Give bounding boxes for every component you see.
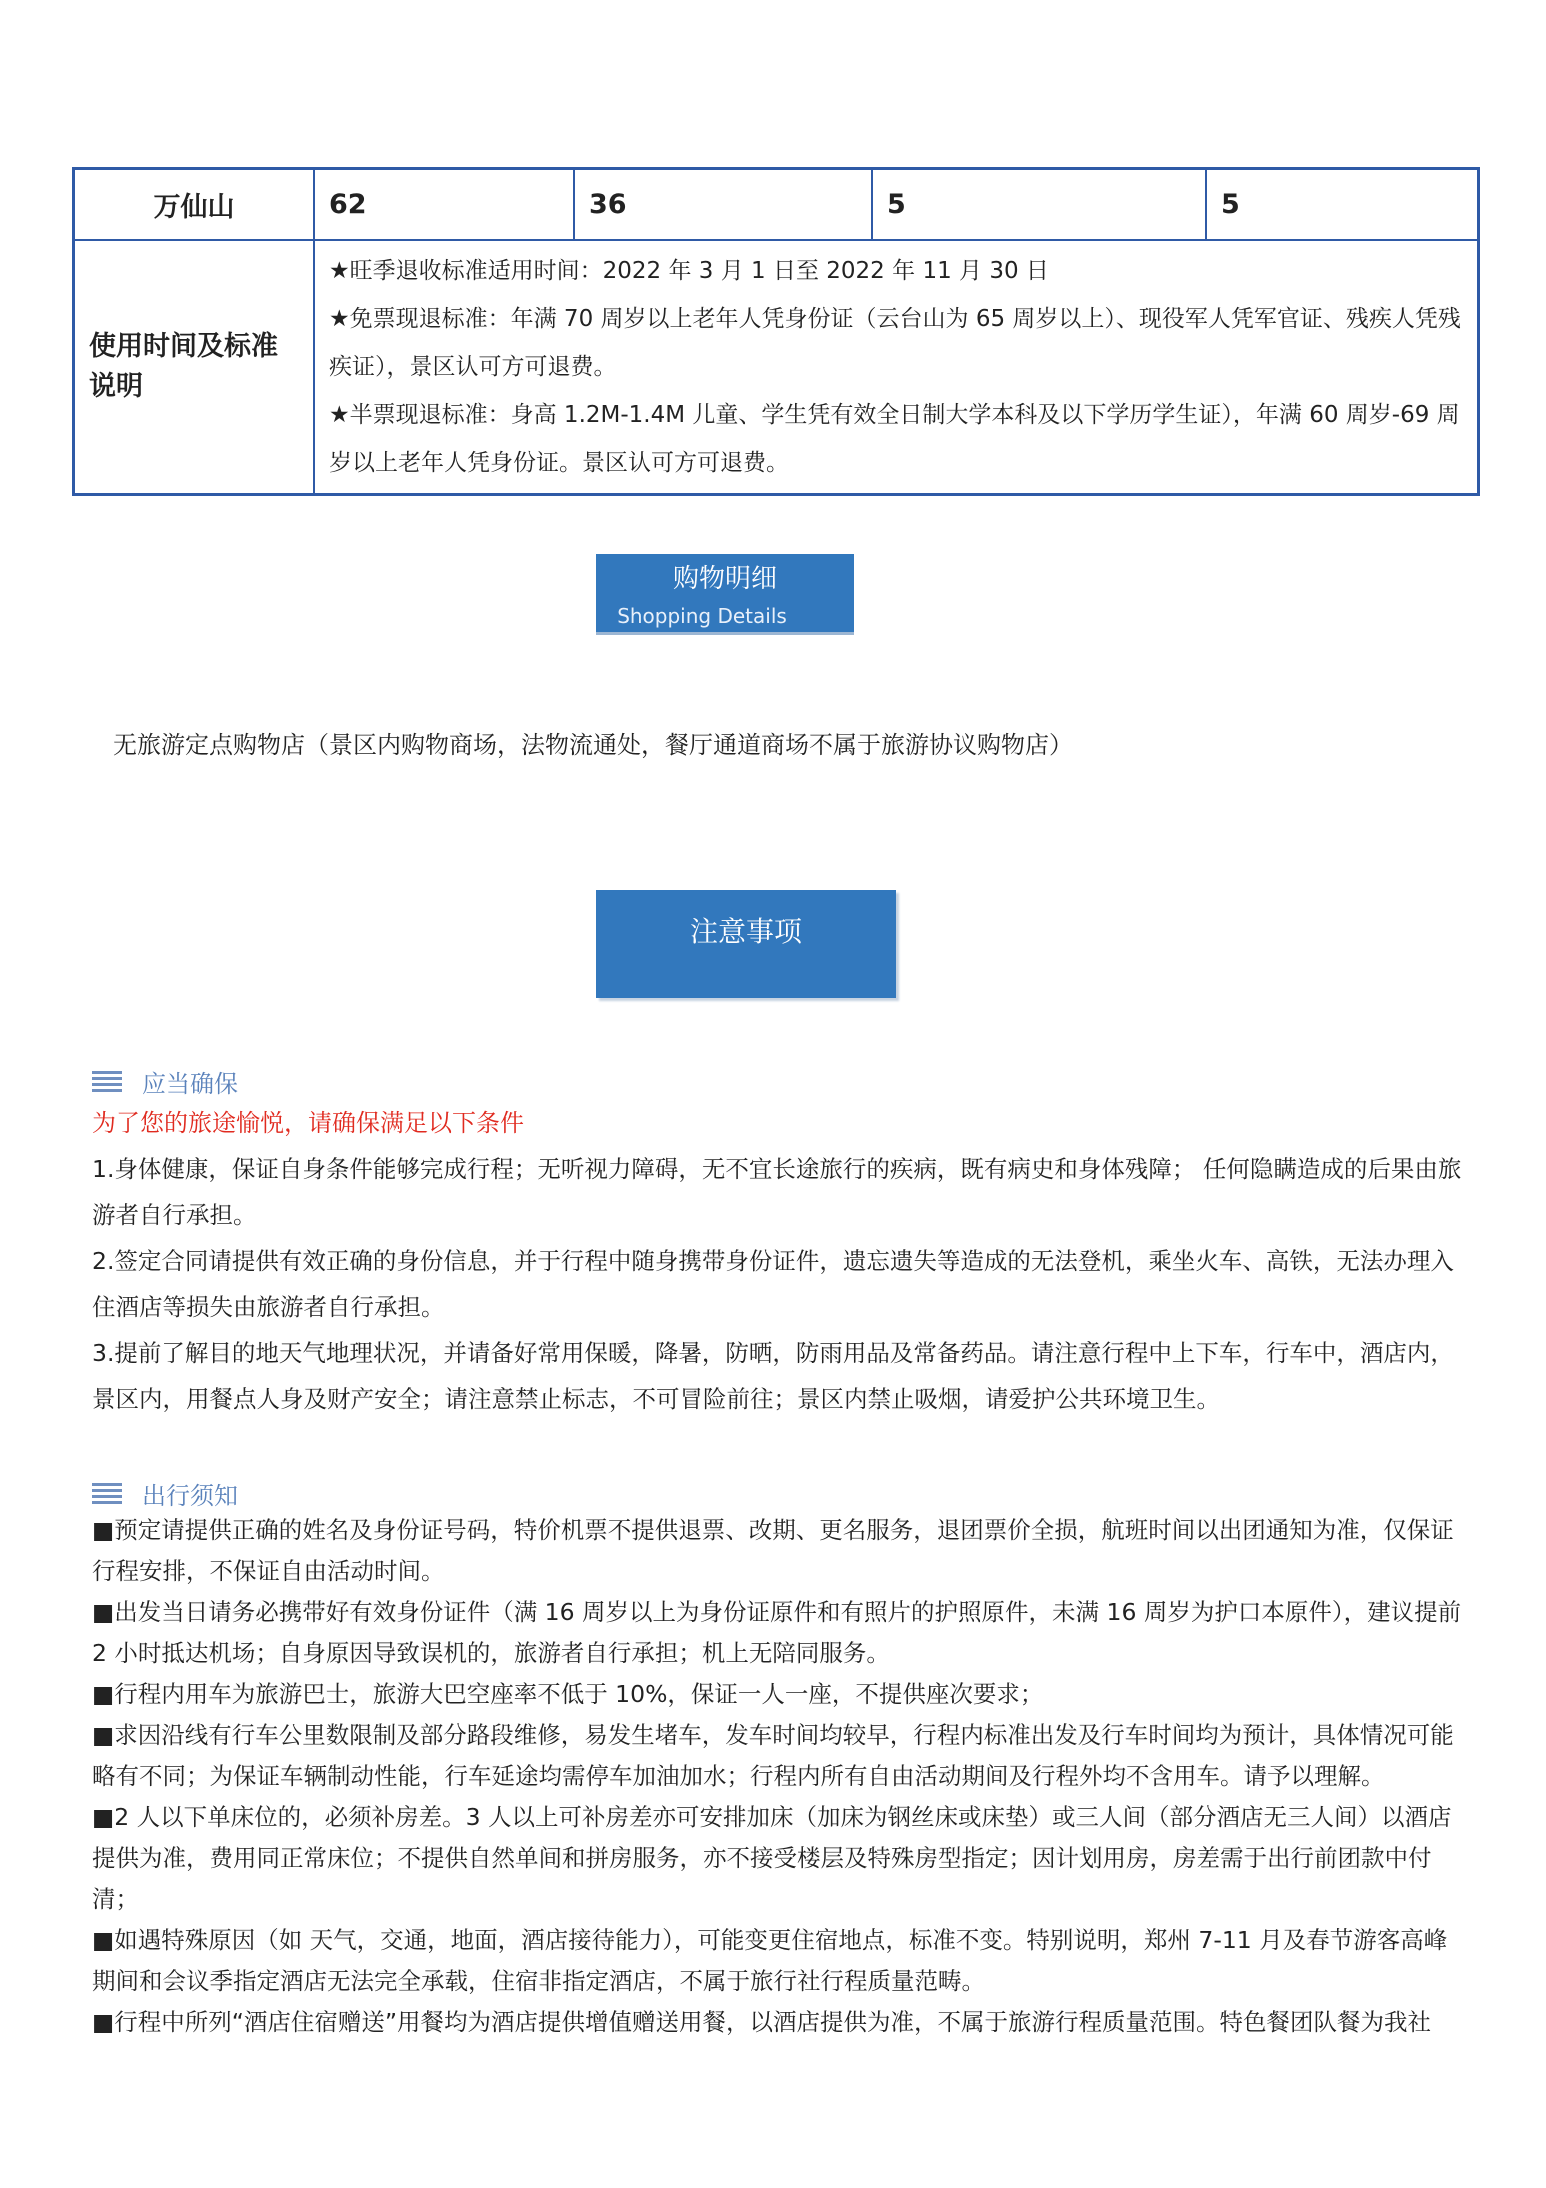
travel-item: ■2 人以下单床位的，必须补房差。3 人以上可补房差亦可安排加床（加床为钢丝床或床垫）或三人间（部分酒店无三人间）以酒店提供为准，费用同正常床位；不提供自然单间和拼房服务，亦不接受楼层及特殊房型指定；因计划用房，房差需于出行前团款中付清；	[92, 1803, 1452, 1913]
ensure-item: 3.提前了解目的地天气地理状况，并请备好常用保暖，降暑，防晒，防雨用品及常备药品。请注意行程中上下车，行车中，酒店内，景区内，用餐点人身及财产安全；请注意禁止标志，不可冒险前往；景区内禁止吸烟，请爱护公共环境卫生。	[92, 1339, 1454, 1413]
price-row	[74, 169, 1479, 241]
shopping-title-cn: 购物明细	[672, 564, 777, 594]
price-cell-2: 36	[574, 169, 872, 241]
travel-item: ■求因沿线有行车公里数限制及部分路段维修，易发生堵车，发车时间均较早，行程内标准出发及行车时间均为预计，具体情况可能略有不同；为保证车辆制动性能，行车延途均需停车加油加水；行程内所有自由活动期间及行程外均不含用车。请予以理解。	[92, 1721, 1454, 1790]
travel-item: ■行程内用车为旅游巴士，旅游大巴空座率不低于 10%，保证一人一座，不提供座次要求；	[92, 1680, 1044, 1708]
shopping-details-banner	[596, 554, 854, 632]
list-icon	[92, 1071, 122, 1093]
usage-description	[314, 240, 1479, 495]
ensure-title: 应当确保	[142, 1070, 238, 1098]
price-cell-4: 5	[1206, 169, 1479, 241]
ensure-item: 2.签定合同请提供有效正确的身份信息，并于行程中随身携带身份证件，遗忘遗失等造成的无法登机，乘坐火车、高铁，无法办理入住酒店等损失由旅游者自行承担。	[92, 1247, 1454, 1321]
usage-line: ★免票现退标准：年满 70 周岁以上老年人凭身份证（云台山为 65 周岁以上）、现役军人凭军官证、残疾人凭残疾证），景区认可方可退费。	[329, 306, 1461, 380]
shopping-title-en: Shopping Details	[617, 604, 787, 628]
usage-label: 使用时间及标准说明	[74, 240, 315, 495]
travel-item: ■预定请提供正确的姓名及身份证号码，特价机票不提供退票、改期、更名服务，退团票价全损，航班时间以出团通知为准，仅保证行程安排，不保证自由活动时间。	[92, 1516, 1454, 1585]
travel-item: ■出发当日请务必携带好有效身份证件（满 16 周岁以上为身份证原件和有照片的护照原件，未满 16 周岁为护口本原件），建议提前 2 小时抵达机场；自身原因导致误机的，旅游者自行承担；机上无陪同服务。	[92, 1598, 1462, 1667]
ticket-table	[72, 167, 1480, 496]
shopping-text: 无旅游定点购物店（景区内购物商场，法物流通处，餐厅通道商场不属于旅游协议购物店）	[113, 731, 1073, 759]
price-cell-1: 62	[314, 169, 574, 241]
scenic-name-cell: 万仙山	[74, 169, 315, 241]
usage-line: ★半票现退标准：身高 1.2M-1.4M 儿童、学生凭有效全日制大学本科及以下学历学生证），年满 60 周岁-69 周岁以上老年人凭身份证。景区认可方可退费。	[329, 402, 1460, 476]
ensure-header	[92, 1064, 238, 1099]
travel-title: 出行须知	[142, 1482, 238, 1510]
price-cell-3: 5	[872, 169, 1206, 241]
notice-banner	[596, 890, 896, 998]
ensure-item: 1.身体健康，保证自身条件能够完成行程；无听视力障碍，无不宜长途旅行的疾病，既有病史和身体残障； 任何隐瞒造成的后果由旅游者自行承担。	[92, 1155, 1462, 1229]
usage-line: ★旺季退收标准适用时间：2022 年 3 月 1 日至 2022 年 11 月 30 日	[329, 258, 1049, 284]
list-icon	[92, 1483, 122, 1505]
travel-header	[92, 1476, 238, 1511]
ensure-subtitle: 为了您的旅途愉悦，请确保满足以下条件	[92, 1109, 524, 1137]
usage-row	[74, 240, 1479, 495]
travel-item: ■行程中所列“酒店住宿赠送”用餐均为酒店提供增值赠送用餐，以酒店提供为准，不属于旅游行程质量范围。特色餐团队餐为我社	[92, 2008, 1432, 2036]
travel-item: ■如遇特殊原因（如 天气，交通，地面，酒店接待能力），可能变更住宿地点，标准不变。特别说明，郑州 7-11 月及春节游客高峰期间和会议季指定酒店无法完全承载，住宿非指定酒店，不属于旅行社行程质量范畴。	[92, 1926, 1448, 1995]
notice-title: 注意事项	[689, 915, 802, 948]
